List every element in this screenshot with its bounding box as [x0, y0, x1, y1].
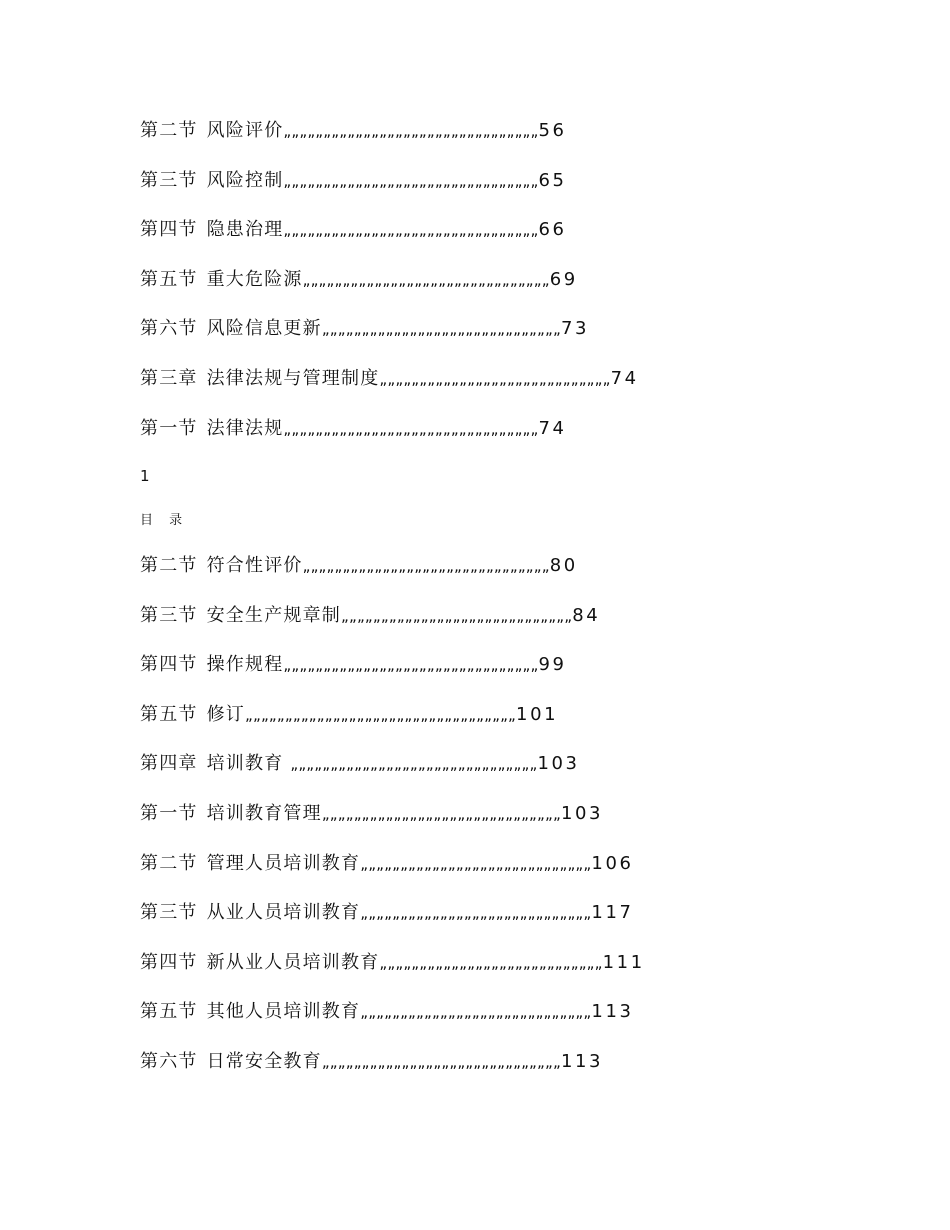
toc-entry-page: 99	[538, 654, 567, 676]
toc-entry-title: 隐患治理	[206, 219, 284, 241]
toc-entry-label: 第四节	[140, 951, 198, 973]
toc-entry-leader: „„„„„„„„„„„„„„„„„„„„„„„„„„„„„„„„	[283, 221, 539, 240]
toc-entry-page: 117	[591, 902, 634, 924]
toc-entry-page: 84	[572, 604, 601, 626]
toc-entry	[140, 701, 840, 751]
toc-entry-label: 第四章	[140, 753, 198, 775]
toc-entry-page: 56	[538, 120, 567, 141]
toc-entry-title: 培训教育管理	[206, 802, 322, 824]
toc-heading: 目 录	[140, 513, 189, 528]
toc-block-2	[140, 552, 840, 1098]
toc-entry-page: 80	[549, 555, 578, 576]
toc-entry-label: 第二节	[140, 852, 198, 874]
toc-entry-page: 111	[602, 951, 645, 973]
toc-entry	[140, 216, 840, 266]
toc-entry-page: 73	[560, 318, 590, 340]
toc-entry-leader: „„„„„„„„„„„„„„„„„„„„„„„„„„„„„„„	[302, 557, 550, 575]
toc-entry-leader: „„„„„„„„„„„„„„„„„„„„„„„„„„„„„	[360, 854, 592, 873]
toc-entry-page: 106	[591, 852, 634, 874]
toc-entry-title: 符合性评价	[206, 555, 303, 576]
toc-entry-title: 安全生产规章制	[206, 604, 342, 626]
toc-entry	[140, 651, 840, 701]
toc-entry-title: 法律法规与管理制度	[206, 367, 380, 389]
toc-entry-label: 第四节	[140, 654, 198, 676]
toc-entry-label: 第六节	[140, 318, 198, 340]
toc-entry	[140, 415, 840, 465]
toc-entry-page: 113	[591, 1001, 634, 1023]
page-number: 1	[140, 467, 150, 485]
toc-entry	[140, 850, 840, 900]
toc-entry	[140, 552, 840, 602]
toc-entry-leader: „„„„„„„„„„„„„„„„„„„„„„„„„„„„„„„„	[283, 656, 539, 675]
toc-entry-title: 培训教育	[206, 753, 291, 775]
toc-entry-title: 新从业人员培训教育	[206, 951, 380, 973]
toc-entry-leader: „„„„„„„„„„„„„„„„„„„„„„„„„„„„„„„„	[283, 122, 539, 140]
toc-entry-label: 第五节	[140, 1001, 198, 1023]
toc-entry-title: 修订	[206, 703, 246, 725]
toc-entry-leader: „„„„„„„„„„„„„„„„„„„„„„„„„„„„„„	[321, 804, 561, 823]
toc-entry	[140, 800, 840, 850]
toc-entry-page: 74	[610, 367, 639, 389]
toc-entry-page: 103	[537, 753, 580, 775]
toc-entry-leader: „„„„„„„„„„„„„„„„„„„„„„„„„„„„„„„	[290, 755, 538, 774]
toc-entry	[140, 117, 840, 167]
toc-entry	[140, 365, 840, 415]
toc-entry-page: 101	[516, 703, 559, 725]
toc-entry-title: 操作规程	[206, 654, 284, 676]
toc-entry-label: 第一节	[140, 417, 198, 439]
toc-entry-leader: „„„„„„„„„„„„„„„„„„„„„„„„„„„„	[379, 953, 603, 972]
toc-entry	[140, 266, 840, 316]
toc-entry-title: 风险评价	[206, 120, 284, 141]
toc-entry	[140, 949, 840, 999]
toc-entry-label: 第六节	[140, 1050, 198, 1072]
toc-entry-page: 74	[538, 417, 567, 439]
toc-entry-leader: „„„„„„„„„„„„„„„„„„„„„„„„„„„„„„	[321, 320, 561, 339]
toc-entry-label: 第二节	[140, 120, 198, 141]
toc-entry-leader: „„„„„„„„„„„„„„„„„„„„„„„„„„„„„	[360, 904, 592, 923]
toc-entry-label: 第三节	[140, 604, 198, 626]
toc-entry-page: 69	[549, 268, 578, 290]
toc-entry-leader: „„„„„„„„„„„„„„„„„„„„„„„„„„„„„„„„	[283, 419, 539, 438]
toc-entry-label: 第三章	[140, 367, 198, 389]
toc-entry-title: 其他人员培训教育	[206, 1001, 361, 1023]
toc-entry	[140, 899, 840, 949]
toc-entry-label: 第三节	[140, 169, 198, 191]
toc-entry	[140, 315, 840, 365]
toc-entry-leader: „„„„„„„„„„„„„„„„„„„„„„„„„„„„„„„„	[283, 171, 539, 190]
toc-entry-label: 第一节	[140, 802, 198, 824]
toc-entry	[140, 1048, 840, 1098]
toc-entry-page: 66	[538, 219, 567, 241]
toc-entry-title: 重大危险源	[206, 268, 303, 290]
toc-entry-title: 风险控制	[206, 169, 284, 191]
toc-entry-page: 103	[560, 802, 604, 824]
toc-entry-title: 法律法规	[206, 417, 284, 439]
toc-entry	[140, 602, 840, 652]
toc-entry-leader: „„„„„„„„„„„„„„„„„„„„„„„„„„„„„	[360, 1003, 592, 1022]
toc-entry	[140, 167, 840, 217]
toc-entry-page: 113	[560, 1050, 604, 1072]
toc-entry-leader: „„„„„„„„„„„„„„„„„„„„„„„„„„„„„„	[321, 1052, 561, 1071]
toc-entry-title: 管理人员培训教育	[206, 852, 361, 874]
toc-entry-label: 第二节	[140, 555, 198, 576]
toc-entry-title: 日常安全教育	[206, 1050, 322, 1072]
toc-entry-label: 第五节	[140, 703, 198, 725]
toc-entry-page: 65	[538, 169, 567, 191]
toc-entry-leader: „„„„„„„„„„„„„„„„„„„„„„„„„„„„„	[379, 369, 611, 388]
toc-entry-title: 风险信息更新	[206, 318, 322, 340]
toc-entry-label: 第四节	[140, 219, 198, 241]
toc-entry-leader: „„„„„„„„„„„„„„„„„„„„„„„„„„„„„„„„„„	[245, 705, 517, 724]
toc-entry-label: 第三节	[140, 902, 198, 924]
toc-entry-title: 从业人员培训教育	[206, 902, 361, 924]
toc-entry-leader: „„„„„„„„„„„„„„„„„„„„„„„„„„„„„„„	[302, 270, 550, 289]
toc-entry-leader: „„„„„„„„„„„„„„„„„„„„„„„„„„„„„	[341, 606, 573, 625]
toc-entry	[140, 998, 840, 1048]
toc-block-1	[140, 117, 840, 464]
toc-entry	[140, 750, 840, 800]
toc-entry-label: 第五节	[140, 268, 198, 290]
